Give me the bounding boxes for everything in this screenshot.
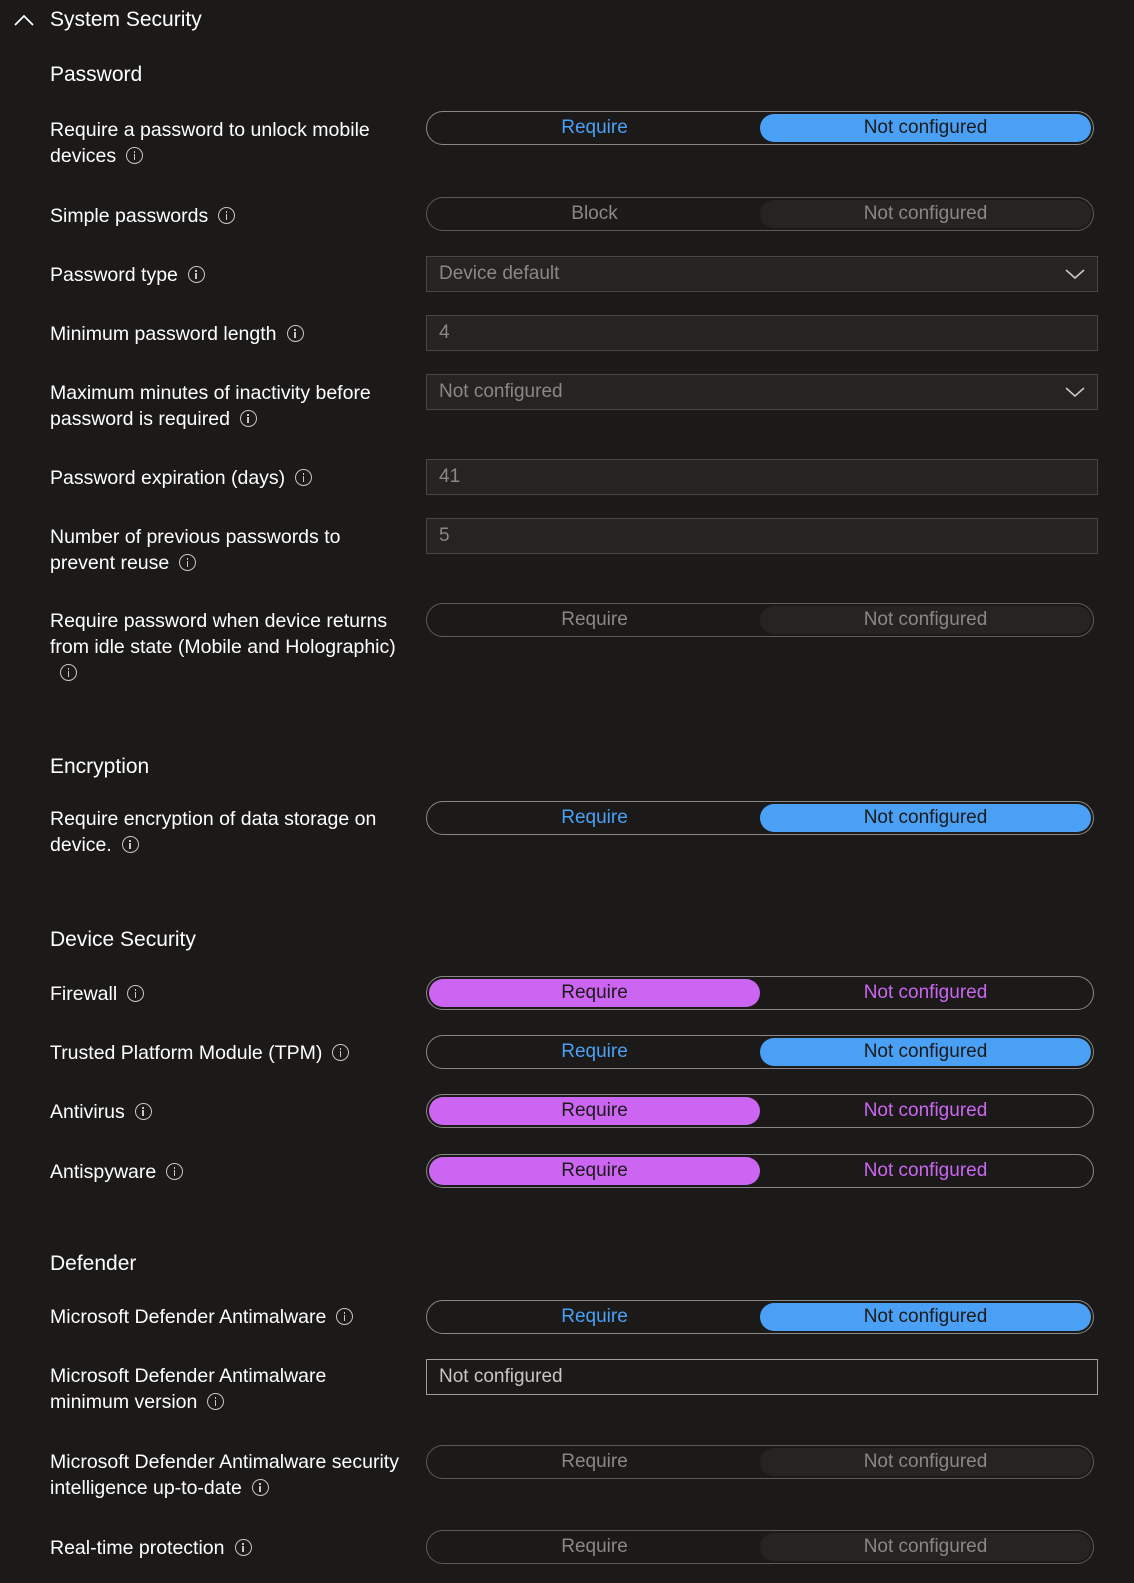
password-idle-option-require: Require [561,609,628,630]
password-type-value: Device default [439,263,560,284]
antispyware-toggle[interactable] [426,1154,1094,1188]
group-title-encryption: Encryption [50,755,150,778]
password-expiration-label: Password expiration (days) [50,465,410,491]
encryption-option-not-configured[interactable]: Not configured [760,804,1091,832]
max-inactivity-label: Maximum minutes of inactivity before password is required [50,382,371,430]
info-icon[interactable] [235,1539,252,1556]
chevron-down-icon [1065,385,1085,399]
require-password-option-require[interactable]: Require [561,117,628,138]
require-password-toggle[interactable] [426,111,1094,145]
password-type-dropdown [426,256,1098,292]
info-icon[interactable] [287,325,304,342]
defender-antimalware-toggle[interactable] [426,1300,1094,1334]
info-icon[interactable] [295,469,312,486]
simple-passwords-option-block: Block [571,203,618,224]
tpm-label: Trusted Platform Module (TPM) [50,1040,410,1066]
section-title: System Security [50,8,202,31]
chevron-up-icon [12,12,36,28]
defender-intel-option-not-configured: Not configured [760,1448,1091,1476]
min-password-length-label: Minimum password length [50,321,410,347]
simple-passwords-label: Simple passwords [50,203,410,229]
password-idle-option-not-configured: Not configured [760,606,1091,634]
info-icon[interactable] [60,664,77,681]
realtime-protection-label: Real-time protection [50,1535,410,1561]
firewall-option-require[interactable]: Require [429,979,760,1007]
info-icon[interactable] [252,1479,269,1496]
min-password-length-input: 4 [426,315,1098,351]
system-security-header[interactable] [12,8,202,32]
antispyware-option-require[interactable]: Require [429,1157,760,1185]
chevron-down-icon [1065,267,1085,281]
password-expiration-input: 41 [426,459,1098,495]
password-type-label: Password type [50,262,410,288]
password-idle-toggle [426,603,1094,637]
realtime-protection-option-not-configured: Not configured [760,1533,1091,1561]
info-icon[interactable] [207,1393,224,1410]
info-icon[interactable] [188,266,205,283]
previous-passwords-label: Number of previous passwords to prevent reuse [50,526,341,574]
info-icon[interactable] [126,147,143,164]
previous-passwords-input: 5 [426,518,1098,554]
group-title-password: Password [50,63,143,86]
max-inactivity-dropdown [426,374,1098,410]
info-icon[interactable] [127,985,144,1002]
encryption-toggle[interactable] [426,801,1094,835]
require-password-option-not-configured[interactable]: Not configured [760,114,1091,142]
firewall-label: Firewall [50,981,410,1007]
encryption-label: Require encryption of data storage on device. [50,808,377,856]
antispyware-label: Antispyware [50,1159,410,1185]
group-title-device-security: Device Security [50,928,196,951]
antivirus-option-not-configured[interactable]: Not configured [863,1100,988,1121]
realtime-protection-toggle [426,1530,1094,1564]
tpm-toggle[interactable] [426,1035,1094,1069]
defender-intel-option-require: Require [561,1451,628,1472]
encryption-option-require[interactable]: Require [561,807,628,828]
group-title-defender: Defender [50,1252,137,1275]
tpm-option-not-configured[interactable]: Not configured [760,1038,1091,1066]
defender-intel-toggle [426,1445,1094,1479]
firewall-option-not-configured[interactable]: Not configured [863,982,988,1003]
password-idle-label: Require password when device returns from idle state (Mobile and Holographic) [50,608,410,686]
info-icon[interactable] [179,554,196,571]
antivirus-toggle[interactable] [426,1094,1094,1128]
info-icon[interactable] [240,410,257,427]
antispyware-option-not-configured[interactable]: Not configured [863,1160,988,1181]
defender-min-version-input[interactable]: Not configured [426,1359,1098,1395]
defender-antimalware-label: Microsoft Defender Antimalware [50,1304,410,1330]
defender-min-version-label: Microsoft Defender Antimalware minimum version [50,1365,327,1413]
tpm-option-require[interactable]: Require [561,1041,628,1062]
max-inactivity-value: Not configured [439,381,563,402]
firewall-toggle[interactable] [426,976,1094,1010]
realtime-protection-option-require: Require [561,1536,628,1557]
defender-antimalware-option-not-configured[interactable]: Not configured [760,1303,1091,1331]
info-icon[interactable] [166,1163,183,1180]
simple-passwords-toggle [426,197,1094,231]
info-icon[interactable] [122,836,139,853]
simple-passwords-option-not-configured: Not configured [760,200,1091,228]
info-icon[interactable] [218,207,235,224]
info-icon[interactable] [336,1308,353,1325]
antivirus-option-require[interactable]: Require [429,1097,760,1125]
antivirus-label: Antivirus [50,1099,410,1125]
defender-intel-label: Microsoft Defender Antimalware security intelligence up-to-date [50,1451,399,1499]
defender-antimalware-option-require[interactable]: Require [561,1306,628,1327]
require-password-label: Require a password to unlock mobile devices [50,119,370,167]
info-icon[interactable] [332,1044,349,1061]
info-icon[interactable] [135,1103,152,1120]
